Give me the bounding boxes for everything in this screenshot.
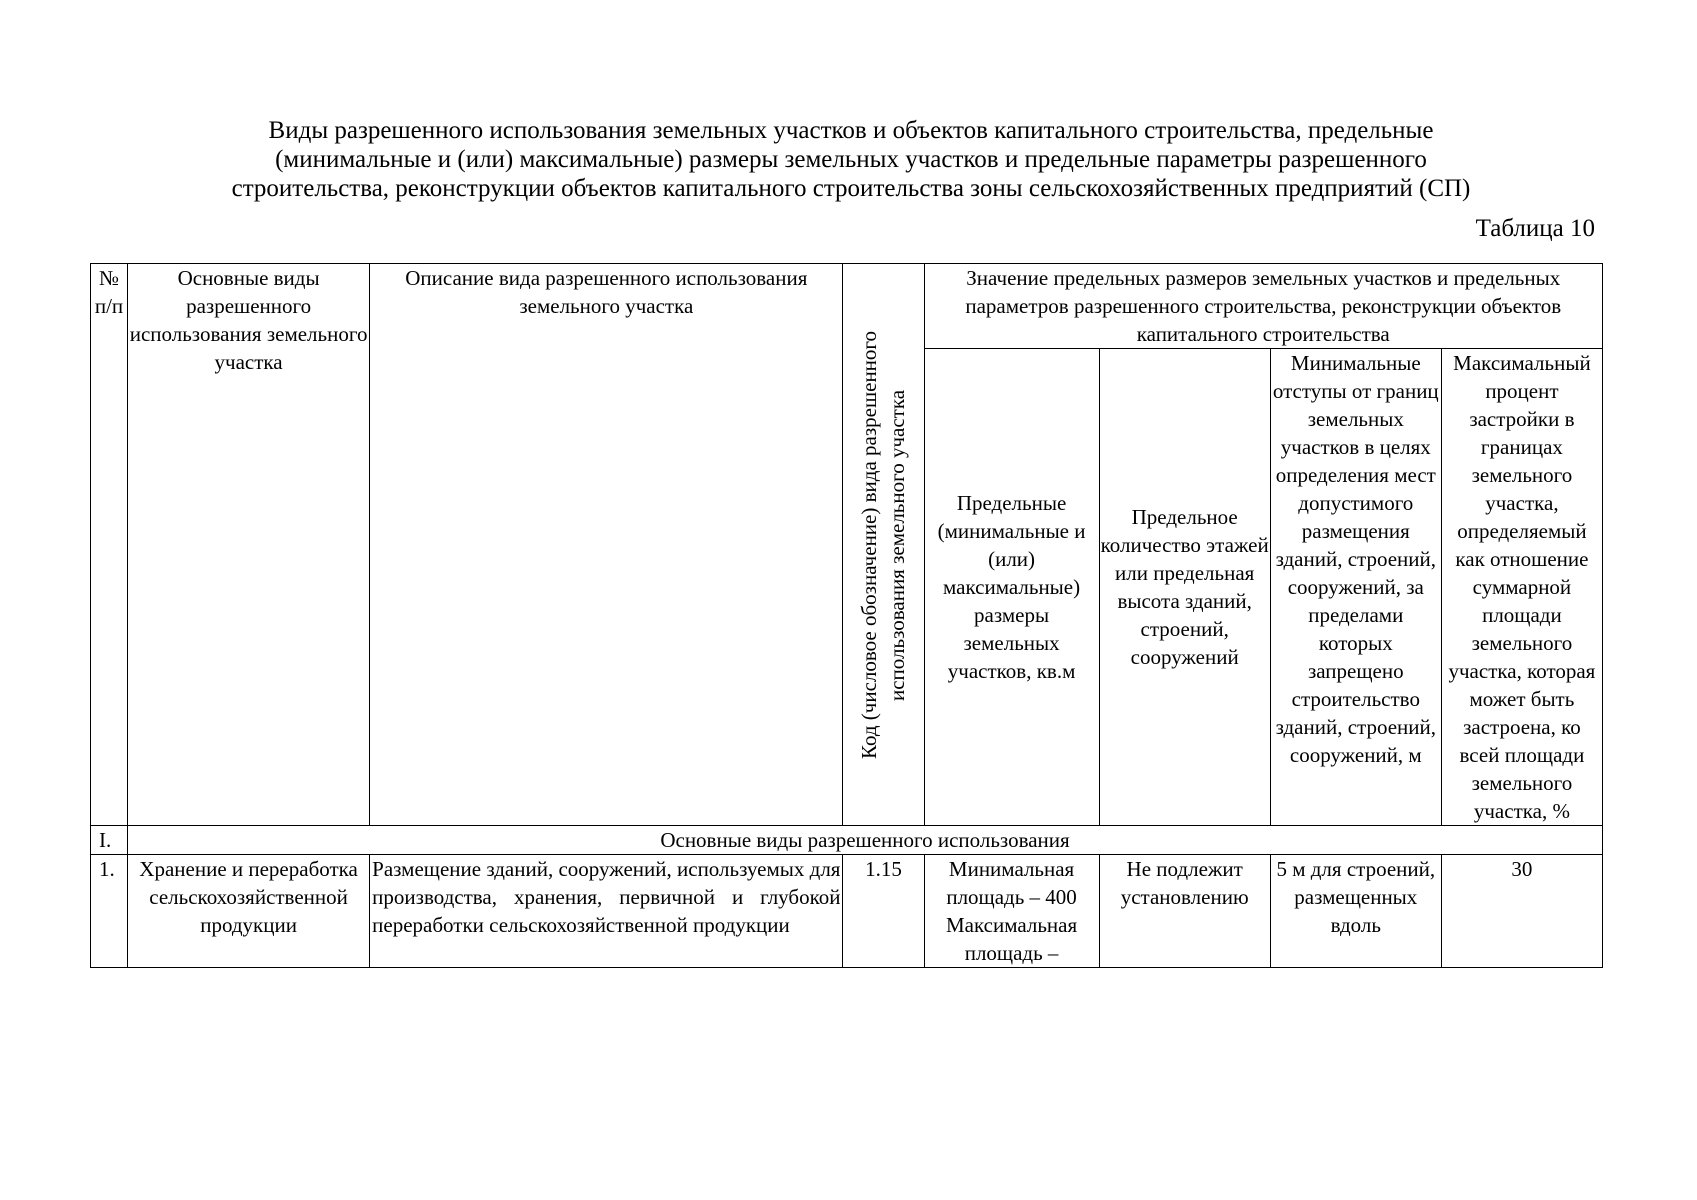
title-line-3: строительства, реконструкции объектов капитального строительства зоны сельскохозяйственных предприятий (СП) — [231, 175, 1471, 202]
document-title — [120, 116, 1582, 203]
row-plot-size: Минимальная площадь – 400 Максимальная площадь – — [924, 855, 1099, 968]
header-plot-size: Предельные (минимальные и (или) максимальные) размеры земельных участков, кв.м — [924, 349, 1099, 826]
header-code-cell — [843, 264, 924, 826]
header-floors: Предельное количество этажей или предельная высота зданий, строений, сооружений — [1099, 349, 1270, 826]
row-floors: Не подлежит установлению — [1099, 855, 1270, 968]
header-num: № п/п — [91, 264, 128, 826]
title-line-2: (минимальные и (или) максимальные) размеры земельных участков и предельные параметры разрешенного — [275, 146, 1427, 173]
header-main-types: Основные виды разрешенного использования земельного участка — [128, 264, 370, 826]
header-code: Код (числовое обозначение) вида разрешенного использования земельного участка — [857, 330, 910, 759]
land-use-regulations-table — [90, 263, 1603, 968]
section-row — [91, 826, 1603, 855]
row-setbacks: 5 м для строений, размещенных вдоль — [1270, 855, 1441, 968]
table-row — [91, 855, 1603, 968]
section-title: Основные виды разрешенного использования — [128, 826, 1603, 855]
row-coverage: 30 — [1441, 855, 1602, 968]
title-line-1: Виды разрешенного использования земельных участков и объектов капитального строительства, предельные — [268, 117, 1434, 144]
header-coverage: Максимальный процент застройки в границах земельного участка, определяемый как отношение суммарной площади земельного участка, которая может быть застроена, ко всей площади земельного участка, % — [1441, 349, 1602, 826]
row-description: Размещение зданий, сооружений, используемых для производства, хранения, первичной и глубокой переработки сельскохозяйственной продукции — [370, 855, 843, 968]
row-code: 1.15 — [843, 855, 924, 968]
header-description: Описание вида разрешенного использования земельного участка — [370, 264, 843, 826]
row-name: Хранение и переработка сельскохозяйственной продукции — [128, 855, 370, 968]
table-number: Таблица 10 — [1475, 215, 1595, 242]
header-limits-group: Значение предельных размеров земельных участков и предельных параметров разрешенного строительства, реконструкции объектов капитального строительства — [924, 264, 1602, 349]
header-row-1 — [91, 264, 1603, 349]
header-setbacks: Минимальные отступы от границ земельных участков в целях определения мест допустимого размещения зданий, строений, сооружений, за пределами которых запрещено строительство зданий, строений, сооружений, м — [1270, 349, 1441, 826]
row-num: 1. — [91, 855, 128, 968]
section-num: I. — [91, 826, 128, 855]
